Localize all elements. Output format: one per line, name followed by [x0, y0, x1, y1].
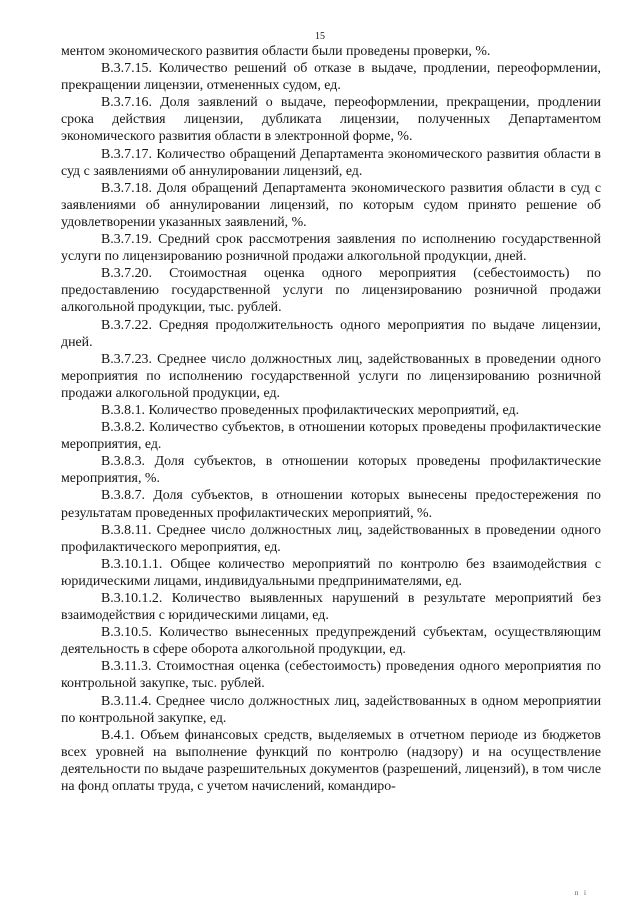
paragraph-b-3-7-18: В.3.7.18. Доля обращений Департамента экономического развития области в суд с заявлениями об аннулировании лицензий, по которым судом принято решение об удовлетворении указанных заявлений, %. [61, 180, 601, 230]
paragraph-b-3-7-23: В.3.7.23. Среднее число должностных лиц, задействованных в проведении одного мероприятия по исполнению государственной услуги по лицензированию розничной продажи алкогольной продукции, ед. [61, 351, 601, 401]
paragraph-b-3-11-3: В.3.11.3. Стоимостная оценка (себестоимость) проведения одного мероприятия по контрольной закупке, тыс. рублей. [61, 659, 601, 692]
paragraph-b-3-8-11: В.3.8.11. Среднее число должностных лиц, задействованных в проведении одного профилактического мероприятия, ед. [61, 522, 601, 555]
paragraph-b-3-10-1-2: В.3.10.1.2. Количество выявленных нарушений в результате мероприятий без взаимодействия с юридическими лицами, ед. [61, 591, 601, 624]
paragraph-b-3-8-7: В.3.8.7. Доля субъектов, в отношении которых вынесены предостережения по результатам проведенных профилактических мероприятий, %. [61, 488, 601, 521]
paragraph-b-3-7-15: В.3.7.15. Количество решений об отказе в выдаче, продлении, переоформлении, прекращении лицензии, отмененных судом, ед. [61, 61, 601, 94]
paragraph-b-3-11-4: В.3.11.4. Среднее число должностных лиц, задействованных в одном мероприятии по контрольной закупке, ед. [61, 693, 601, 726]
paragraph-b-4-1: В.4.1. Объем финансовых средств, выделяемых в отчетном периоде из бюджетов всех уровней на выполнение функций по контролю (надзору) и на осуществление деятельности по выдаче разрешительных документов (разрешений, лицензий), в том числе на фонд оплаты труда, с учетом начислений, командиро- [61, 727, 601, 795]
paragraph-b-3-7-19: В.3.7.19. Средний срок рассмотрения заявления по исполнению государственной услуги по лицензированию розничной продажи алкогольной продукции, дней. [61, 232, 601, 265]
paragraph-b-3-7-17: В.3.7.17. Количество обращений Департамента экономического развития области в суд с заявлениями об аннулировании лицензий, ед. [61, 146, 601, 179]
paragraph-continuation: ментом экономического развития области были проведены проверки, %. [61, 44, 491, 59]
paragraph-b-3-7-20: В.3.7.20. Стоимостная оценка одного мероприятия (себестоимость) по предоставлению государственной услуги по лицензированию розничной продажи алкогольной продукции, тыс. рублей. [61, 266, 601, 316]
paragraph-b-3-7-22: В.3.7.22. Средняя продолжительность одного мероприятия по выдаче лицензии, дней. [61, 317, 601, 350]
paragraph-b-3-8-1: В.3.8.1. Количество проведенных профилактических мероприятий, ед. [101, 402, 520, 418]
page-number: 15 [315, 31, 325, 42]
paragraph-b-3-7-16: В.3.7.16. Доля заявлений о выдаче, переоформлении, прекращении, продлении срока действия лицензии, дубликата лицензии, полученных Департаментом экономического развития области в электронной форме, %. [61, 95, 601, 145]
paragraph-b-3-8-3: В.3.8.3. Доля субъектов, в отношении которых проведены профилактические мероприятия, %. [61, 454, 601, 487]
paragraph-b-3-10-5: В.3.10.5. Количество вынесенных предупреждений субъектам, осуществляющим деятельность в сфере оборота алкогольной продукции, ед. [61, 625, 601, 658]
scan-corner-mark: п і [574, 889, 588, 897]
paragraph-b-3-8-2: В.3.8.2. Количество субъектов, в отношении которых проведены профилактические мероприятия, ед. [61, 420, 601, 453]
document-body [61, 43, 601, 795]
paragraph-b-3-10-1-1: В.3.10.1.1. Общее количество мероприятий по контролю без взаимодействия с юридическими лицами, индивидуальными предпринимателями, ед. [61, 556, 601, 589]
